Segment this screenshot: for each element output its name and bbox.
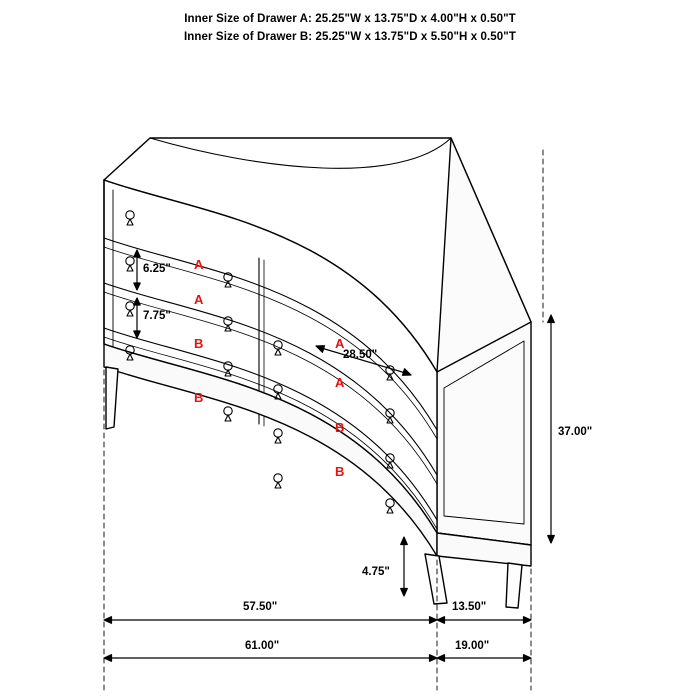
drawer-label-front-left-row3: B <box>194 336 204 351</box>
drawer-b-spec: Inner Size of Drawer B: 25.25"W x 13.75"D x 5.50"H x 0.50"T <box>184 31 516 43</box>
dimension-drawer-front-width: 28.50" <box>343 349 378 361</box>
drawer-label-front-left-row2: A <box>194 292 204 307</box>
drawer-label-front-left-row4: B <box>194 390 204 405</box>
dimension-leg-height: 4.75" <box>362 566 390 578</box>
dimension-case-width: 57.50" <box>243 601 278 613</box>
drawer-label-front-left-row1: A <box>194 257 204 272</box>
drawer-label-front-right-row1: A <box>335 336 345 351</box>
drawer-label-front-right-row4: B <box>335 464 345 479</box>
dimension-drawer-a-height: 6.25" <box>143 263 171 275</box>
drawer-a-spec: Inner Size of Drawer A: 25.25"W x 13.75"D x 4.00"H x 0.50"T <box>184 13 516 25</box>
dimension-overall-height: 37.00" <box>558 426 593 438</box>
drawer-label-front-right-row2: A <box>335 375 345 390</box>
drawer-label-front-right-row3: B <box>335 420 345 435</box>
dimension-overall-width: 61.00" <box>245 640 280 652</box>
dimension-overall-depth: 19.00" <box>455 640 490 652</box>
dimension-side-depth: 13.50" <box>452 601 487 613</box>
dimension-drawer-b-height: 7.75" <box>143 310 171 322</box>
